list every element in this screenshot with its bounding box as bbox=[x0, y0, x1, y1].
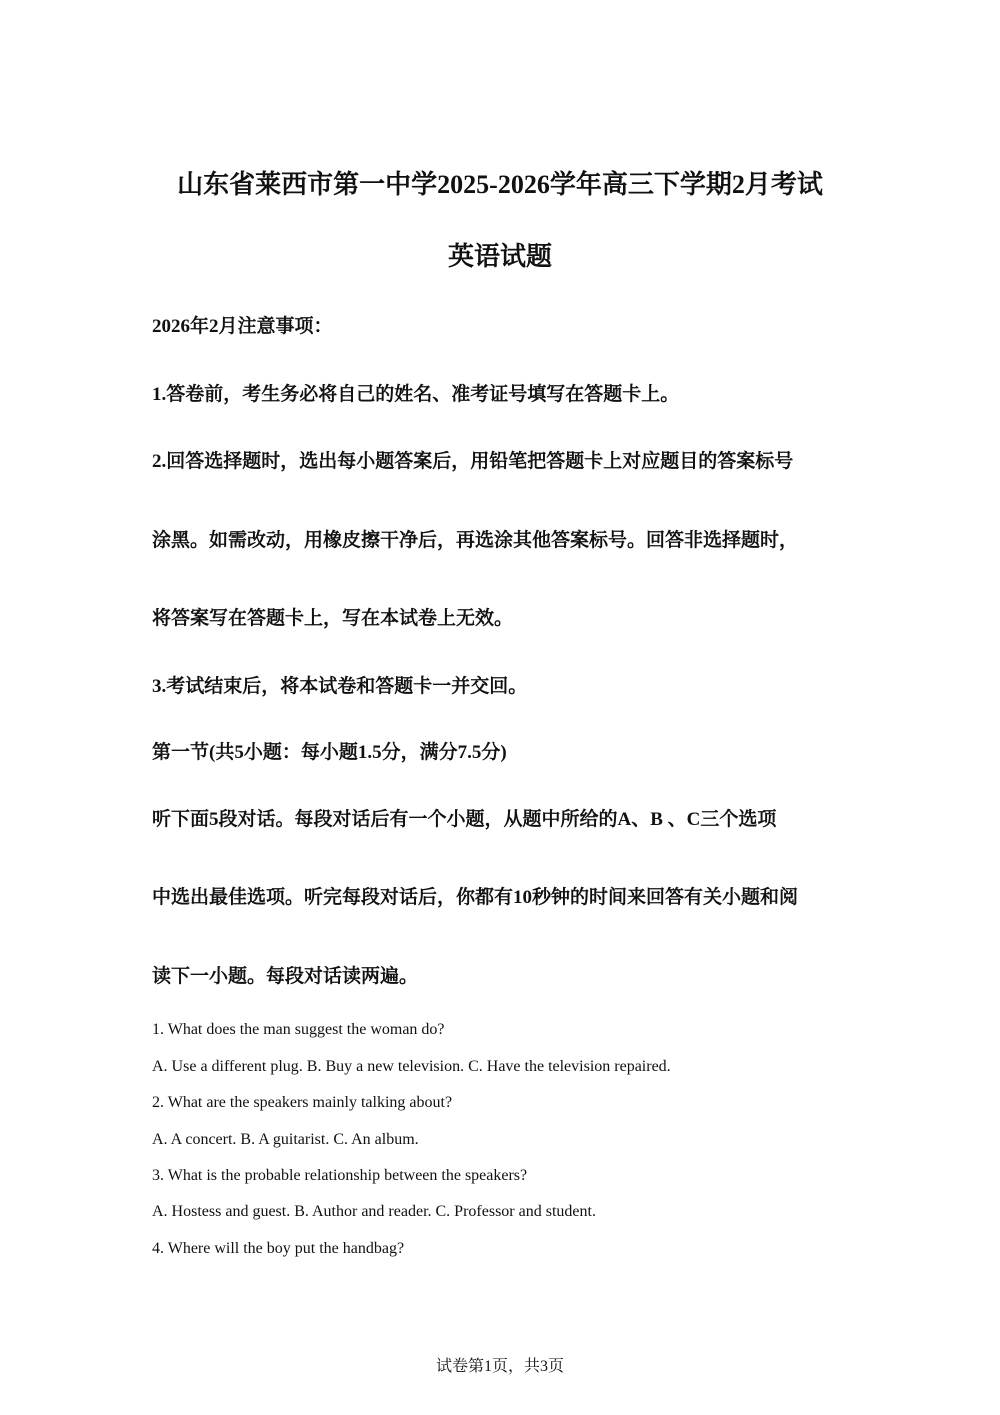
instruction-line: 听下面5段对话。每段对话后有一个小题，从题中所给的A、B 、C三个选项 bbox=[152, 809, 777, 830]
notice-item: 1.答卷前，考生务必将自己的姓名、准考证号填写在答题卡上。 bbox=[152, 384, 680, 405]
question-stem: 4. Where will the boy put the handbag? bbox=[152, 1240, 405, 1257]
notice-item: 2.回答选择题时，选出每小题答案后，用铅笔把答题卡上对应题目的答案标号 bbox=[152, 451, 794, 472]
notice-item: 涂黑。如需改动，用橡皮擦干净后，再选涂其他答案标号。回答非选择题时， bbox=[152, 530, 799, 551]
section-header: 第一节(共5小题：每小题1.5分，满分7.5分) bbox=[152, 742, 507, 763]
question-options: A. Hostess and guest. B. Author and reader. C. Professor and student. bbox=[152, 1203, 596, 1220]
question-stem: 2. What are the speakers mainly talking about? bbox=[152, 1094, 453, 1111]
notice-item: 3.考试结束后，将本试卷和答题卡一并交回。 bbox=[152, 676, 528, 697]
exam-title: 山东省莱西市第一中学2025-2026学年高三下学期2月考试 bbox=[177, 170, 823, 199]
question-stem: 3. What is the probable relationship between the speakers? bbox=[152, 1167, 528, 1184]
question-stem: 1. What does the man suggest the woman do? bbox=[152, 1021, 445, 1038]
page-footer: 试卷第1页，共3页 bbox=[435, 1358, 564, 1375]
question-options: A. Use a different plug. B. Buy a new television. C. Have the television repaired. bbox=[152, 1058, 671, 1075]
instruction-line: 读下一小题。每段对话读两遍。 bbox=[152, 966, 419, 987]
notice-item: 将答案写在答题卡上，写在本试卷上无效。 bbox=[152, 608, 514, 629]
notice-header: 2026年2月注意事项： bbox=[152, 316, 333, 337]
question-options: A. A concert. B. A guitarist. C. An album. bbox=[152, 1131, 419, 1148]
exam-subtitle: 英语试题 bbox=[447, 242, 552, 271]
instruction-line: 中选出最佳选项。听完每段对话后，你都有10秒钟的时间来回答有关小题和阅 bbox=[152, 887, 799, 908]
